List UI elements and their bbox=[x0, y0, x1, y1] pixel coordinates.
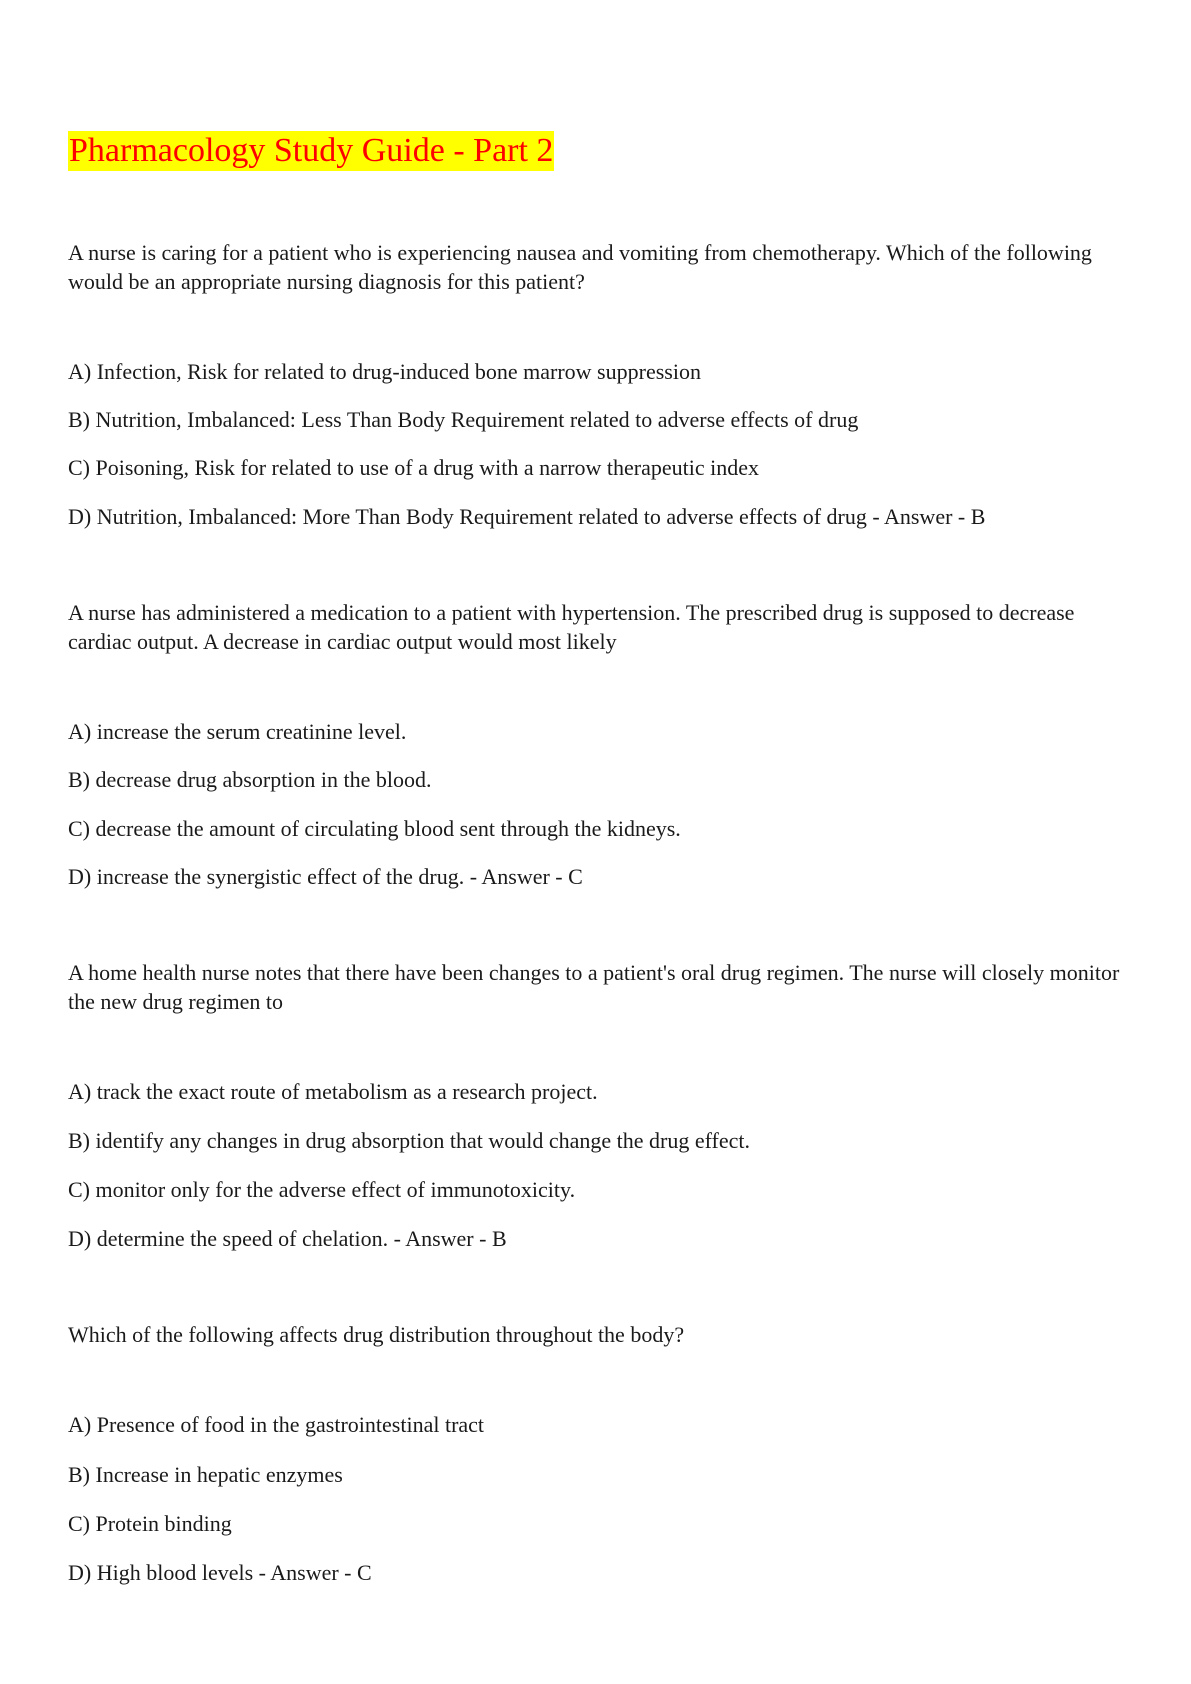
question-3-stem: A home health nurse notes that there have been changes to a patient's oral drug regimen. The nurse will closely monitor the new drug regimen to bbox=[68, 960, 1120, 1014]
question-4-option-c: C) Protein binding bbox=[68, 1511, 232, 1536]
question-2-option-a: A) increase the serum creatinine level. bbox=[68, 719, 407, 744]
question-1-option-d: D) Nutrition, Imbalanced: More Than Body Requirement related to adverse effects of drug - Answer - B bbox=[68, 504, 986, 529]
question-4-option-d: D) High blood levels - Answer - C bbox=[68, 1560, 372, 1585]
question-1-stem: A nurse is caring for a patient who is experiencing nausea and vomiting from chemotherapy. Which of the following would be an appropriate nursing diagnosis for this patient? bbox=[68, 240, 1092, 294]
question-2-option-c: C) decrease the amount of circulating blood sent through the kidneys. bbox=[68, 816, 681, 841]
question-3-option-d: D) determine the speed of chelation. - Answer - B bbox=[68, 1226, 507, 1251]
question-1-option-c: C) Poisoning, Risk for related to use of a drug with a narrow therapeutic index bbox=[68, 455, 760, 480]
question-3-option-a: A) track the exact route of metabolism as a research project. bbox=[68, 1079, 598, 1104]
question-2-option-b: B) decrease drug absorption in the blood. bbox=[68, 767, 432, 792]
question-4-option-b: B) Increase in hepatic enzymes bbox=[68, 1462, 343, 1487]
question-1-option-b: B) Nutrition, Imbalanced: Less Than Body Requirement related to adverse effects of drug bbox=[68, 407, 859, 432]
question-3-option-b: B) identify any changes in drug absorption that would change the drug effect. bbox=[68, 1128, 751, 1153]
question-1-option-a: A) Infection, Risk for related to drug-induced bone marrow suppression bbox=[68, 359, 701, 384]
question-2-stem: A nurse has administered a medication to a patient with hypertension. The prescribed drug is supposed to decrease cardiac output. A decrease in cardiac output would most likely bbox=[68, 600, 1075, 654]
question-2-option-d: D) increase the synergistic effect of the drug. - Answer - C bbox=[68, 864, 583, 889]
question-4-stem: Which of the following affects drug distribution throughout the body? bbox=[68, 1322, 685, 1347]
question-4-option-a: A) Presence of food in the gastrointestinal tract bbox=[68, 1412, 485, 1437]
question-3-option-c: C) monitor only for the adverse effect of immunotoxicity. bbox=[68, 1177, 576, 1202]
page-title: Pharmacology Study Guide - Part 2 bbox=[69, 132, 554, 169]
